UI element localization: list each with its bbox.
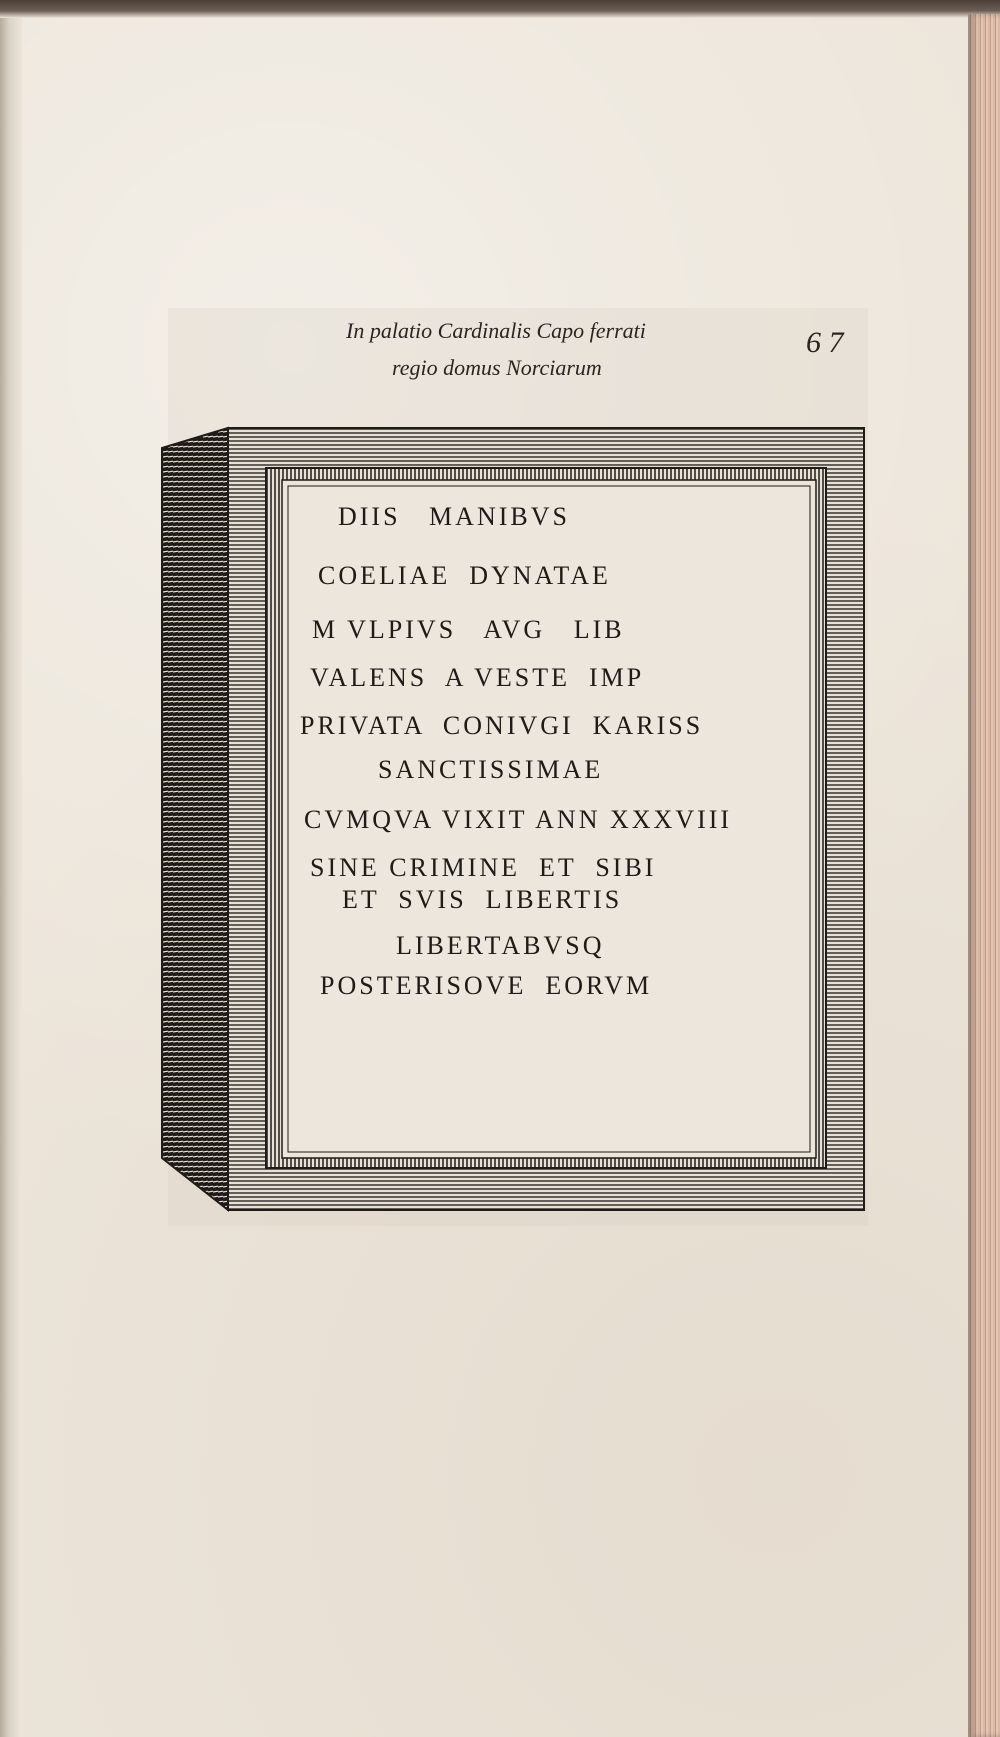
inscription-line: CVMQVA VIXIT ANN XXXVIII [304, 805, 733, 834]
page-gutter [0, 0, 22, 1737]
top-edge [0, 0, 1000, 18]
page-number: 6 7 [806, 326, 844, 359]
inscription-line: M VLPIVS AVG LIB [312, 615, 625, 644]
inscription-line: PRIVATA CONIVGI KARISS [300, 711, 704, 740]
caption-line-2: regio domus Norciarum [392, 355, 602, 380]
page-fore-edge [968, 14, 1000, 1737]
inscription-line: VALENS A VESTE IMP [310, 663, 645, 692]
inscription-line: COELIAE DYNATAE [318, 561, 611, 590]
tablet-side-face [162, 428, 228, 1210]
inscription-line: SANCTISSIMAE [378, 755, 604, 784]
inscription-line: LIBERTABVSQ [396, 931, 605, 960]
inscription-line: SINE CRIMINE ET SIBI [310, 853, 657, 882]
inscription-line: POSTERISOVE EORVM [320, 971, 653, 1000]
inscription-line: DIIS MANIBVS [338, 502, 570, 531]
caption-line-1: In palatio Cardinalis Capo ferrati [346, 318, 646, 343]
inscription-line: ET SVIS LIBERTIS [342, 885, 623, 914]
